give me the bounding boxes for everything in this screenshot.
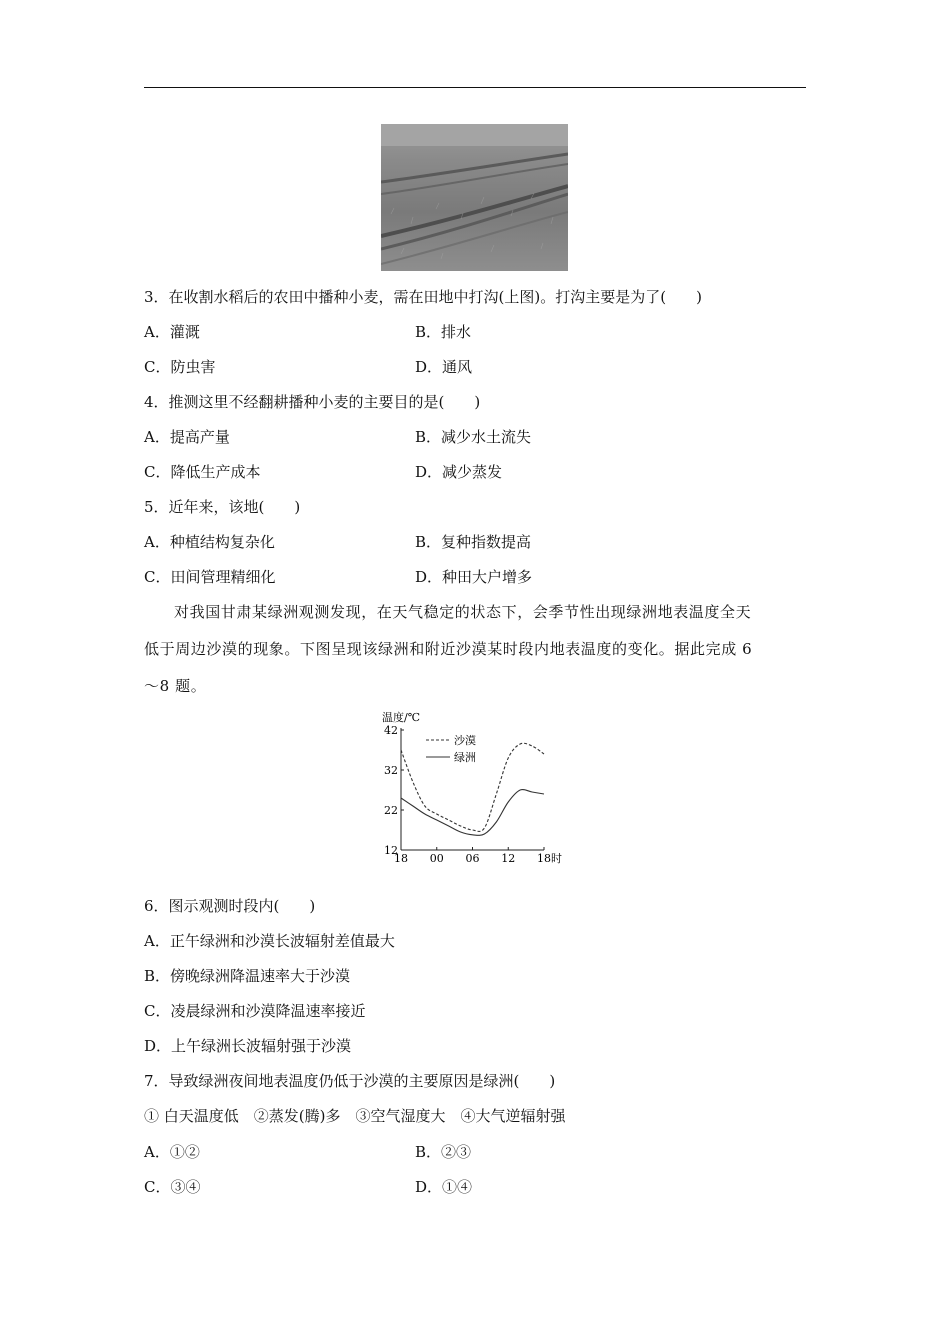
question-6-option-b: B．傍晚绿洲降温速率大于沙漠 (144, 967, 351, 985)
passage-line-2: 低于周边沙漠的现象。下图呈现该绿洲和附近沙漠某时段内地表温度的变化。据此完成 6 (144, 640, 753, 658)
question-7-option-c: C．③④ (144, 1178, 201, 1196)
header-rule (144, 87, 806, 88)
question-3-stem: 3．在收割水稻后的农田中播种小麦，需在田地中打沟(上图)。打沟主要是为了( ) (144, 288, 702, 306)
question-5-stem: 5．近年来，该地( ) (144, 498, 301, 516)
question-4-stem: 4．推测这里不经翻耕播种小麦的主要目的是( ) (144, 393, 481, 411)
question-6-option-c: C．凌晨绿洲和沙漠降温速率接近 (144, 1002, 366, 1020)
question-7-option-d: D．①④ (415, 1178, 473, 1196)
x-tick-label: 18 (394, 852, 408, 865)
x-tick-label: 18 (537, 852, 551, 865)
y-tick-label: 32 (384, 764, 398, 777)
question-3-option-d: D．通风 (415, 358, 473, 376)
y-tick-label: 12 (384, 844, 398, 857)
question-3-option-b: B．排水 (415, 323, 472, 341)
question-7-stem: 7．导致绿洲夜间地表温度仍低于沙漠的主要原因是绿洲( ) (144, 1072, 556, 1090)
legend (426, 733, 476, 764)
question-7-items: ① 白天温度低 ②蒸发(腾)多 ③空气湿度大 ④大气逆辐射强 (144, 1107, 566, 1125)
question-7-option-a: A．①② (144, 1143, 200, 1161)
temperature-chart (370, 704, 570, 870)
x-tick-label: 06 (465, 852, 480, 865)
question-4-option-a: A．提高产量 (144, 428, 230, 446)
y-tick-label: 22 (384, 804, 398, 817)
x-tick-label: 12 (501, 852, 516, 865)
field-photo (381, 124, 568, 271)
oasis-series-line (401, 790, 544, 836)
question-6-option-a: A．正午绿洲和沙漠长波辐射差值最大 (144, 932, 395, 950)
x-axis-unit: 时 (551, 852, 562, 865)
x-tick-label: 00 (429, 852, 444, 865)
legend-oasis-label: 绿洲 (454, 751, 476, 764)
question-5-option-a: A．种植结构复杂化 (144, 533, 275, 551)
question-6-option-d: D．上午绿洲长波辐射强于沙漠 (144, 1037, 352, 1055)
passage-line-1: 对我国甘肃某绿洲观测发现，在天气稳定的状态下，会季节性出现绿洲地表温度全天 (174, 603, 752, 621)
question-3-option-a: A．灌溉 (144, 323, 200, 341)
question-5-option-c: C．田间管理精细化 (144, 568, 276, 586)
question-4-option-d: D．减少蒸发 (415, 463, 503, 481)
question-5-option-b: B．复种指数提高 (415, 533, 532, 551)
question-5-option-d: D．种田大户增多 (415, 568, 533, 586)
question-4-option-c: C．降低生产成本 (144, 463, 261, 481)
question-6-stem: 6．图示观测时段内( ) (144, 897, 316, 915)
question-4-option-b: B．减少水土流失 (415, 428, 532, 446)
y-tick-label: 42 (384, 724, 398, 737)
legend-desert-label: 沙漠 (454, 734, 476, 747)
question-3-option-c: C．防虫害 (144, 358, 216, 376)
y-axis-label: 温度/℃ (382, 711, 421, 724)
passage-line-3: ～8 题。 (144, 677, 207, 695)
question-7-option-b: B．②③ (415, 1143, 472, 1161)
